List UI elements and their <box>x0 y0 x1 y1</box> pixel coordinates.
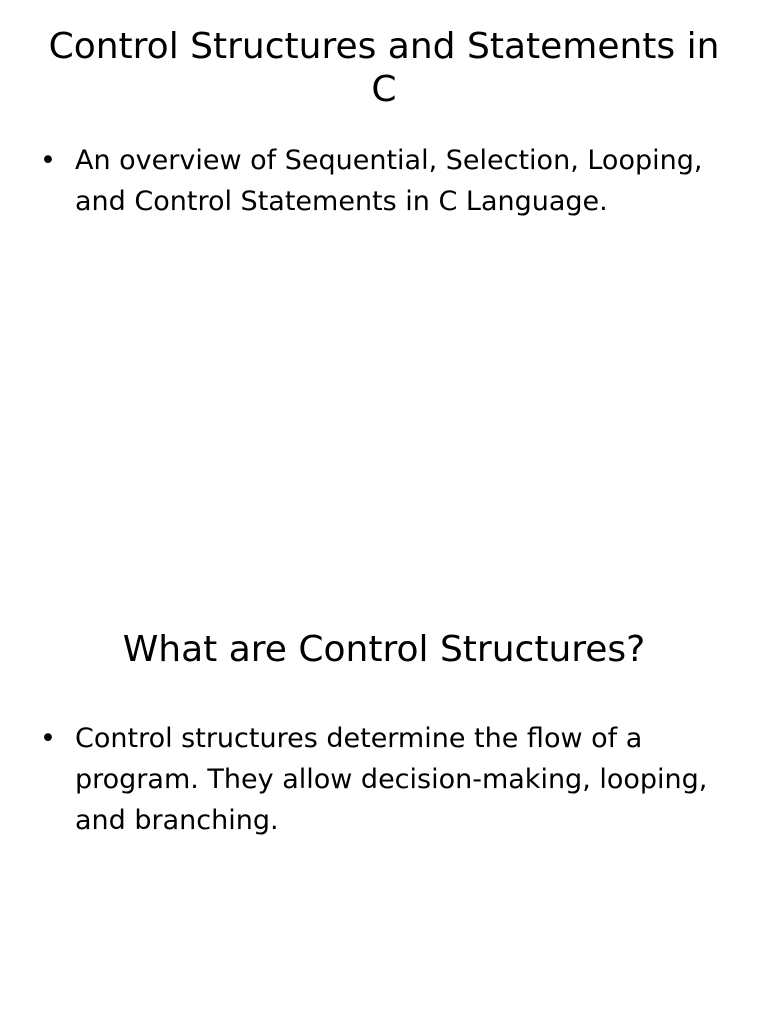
slide-1-bullet-list <box>40 140 730 222</box>
slide-2 <box>0 576 768 1024</box>
slide-1-bullet-text: An overview of Sequential, Selection, Looping, and Control Statements in C Language. <box>75 145 703 217</box>
slide-1-bullet-item <box>40 140 730 222</box>
bullet-icon: • <box>40 723 56 754</box>
bullet-icon: • <box>40 145 56 176</box>
slide-2-bullet-text: Control structures determine the flow of a program. They allow decision-making, looping, and branching. <box>75 723 708 836</box>
slide-2-title: What are Control Structures? <box>122 629 646 670</box>
slide-1-title: Control Structures and Statements in C <box>48 26 720 110</box>
slide-2-bullet-list <box>40 718 730 841</box>
slide-2-bullet-item <box>40 718 730 841</box>
